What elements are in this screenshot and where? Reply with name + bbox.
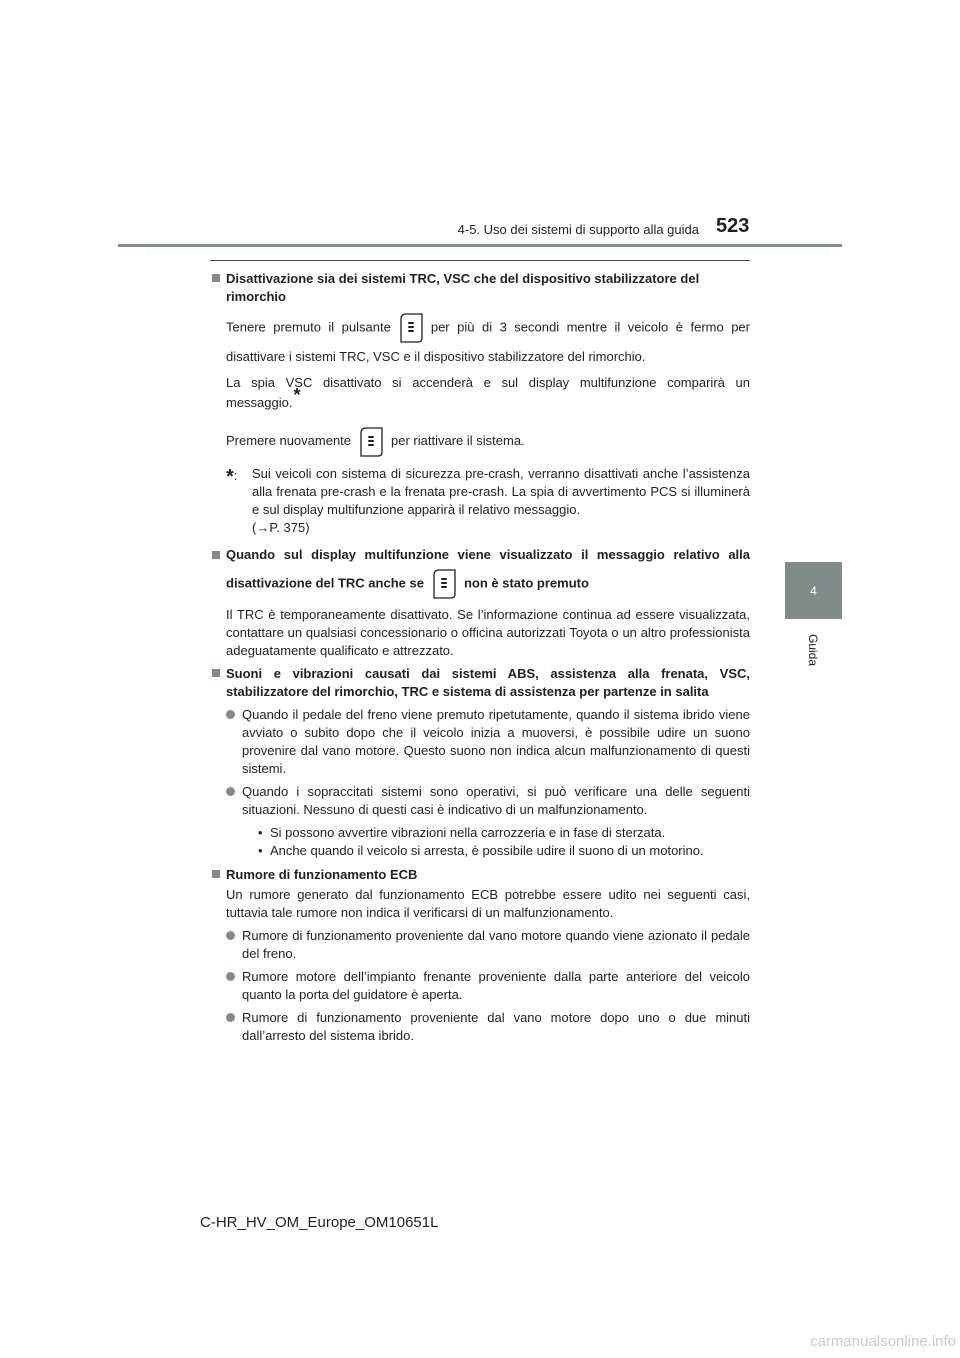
round-bullet-icon bbox=[226, 787, 235, 796]
footnote-text: Sui veicoli con sistema di sicurezza pre-crash, verranno disattivati anche l’assistenza alla frenata pre-crash e la frenata pre-crash. La spia di avvertimento PCS si illuminerà e sul display multifunzione apparirà il relativo messaggio. bbox=[252, 466, 750, 517]
paragraph: Un rumore generato dal funzionamento ECB potrebbe essere udito nei seguenti casi, tuttavia tale rumore non indica il verificarsi di un malfunzionamento. bbox=[226, 887, 750, 920]
chapter-tab[interactable] bbox=[785, 562, 842, 619]
round-bullet-icon bbox=[226, 931, 235, 940]
section-heading: Quando sul display multifunzione viene visualizzato il messaggio relativo alla disattivazione del TRC anche se non è stato premuto bbox=[210, 543, 750, 601]
section-heading-text: Rumore di funzionamento ECB bbox=[226, 867, 418, 882]
sub-list-item: • Anche quando il veicolo si arresta, è possibile udire il suono di un motorino. bbox=[258, 843, 704, 858]
square-bullet-icon bbox=[212, 669, 220, 677]
list-item: Rumore di funzionamento proveniente dal vano motore dopo uno o due minuti dall’arresto del sistema ibrido. bbox=[226, 1009, 750, 1045]
footnote-marker: * bbox=[293, 385, 301, 405]
vsc-off-button-icon bbox=[357, 425, 385, 459]
sub-list bbox=[258, 824, 750, 860]
chapter-label-text: Guida bbox=[806, 633, 821, 667]
page-content bbox=[210, 270, 750, 1050]
sub-list-item: • Si possono avvertire vibrazioni nella carrozzeria e in fase di sterzata. bbox=[258, 825, 666, 840]
paragraph: Il TRC è temporaneamente disattivato. Se l’informazione continua ad essere visualizzata, contattare un qualsiasi concessionario o officina autorizzati Toyota o un altro professionista adeguatamente qualificato e attrezzato. bbox=[226, 607, 750, 658]
list-item: Quando il pedale del freno viene premuto ripetutamente, quando il sistema ibrido viene avviato o subito dopo che il veicolo inizia a muoversi, è possibile udire un suono provenire dal vano motore. Questo suono non indica alcun malfunzionamento di questi sistemi. bbox=[226, 706, 750, 778]
square-bullet-icon bbox=[212, 274, 220, 282]
round-bullet-icon bbox=[226, 1013, 235, 1022]
section-heading bbox=[210, 866, 750, 884]
chapter-label bbox=[785, 620, 842, 680]
round-bullet-icon bbox=[226, 710, 235, 719]
list-item: Quando i sopraccitati sistemi sono operativi, si può verificare una delle seguenti situazioni. Nessuno di questi casi è indicativo di un malfunzionamento. bbox=[226, 783, 750, 819]
vsc-off-button-icon bbox=[430, 567, 458, 601]
page-reference-link[interactable]: (→P. 375) bbox=[252, 520, 310, 535]
page-number: 523 bbox=[716, 215, 750, 237]
section-heading-text: Suoni e vibrazioni causati dai sistemi ABS, assistenza alla frenata, VSC, stabilizzatore del rimorchio, TRC e sistema di assistenza per partenze in salita bbox=[226, 666, 750, 699]
list-item: Rumore motore dell’impianto frenante proveniente dalla parte anteriore del veicolo quanto la porta del guidatore è aperta. bbox=[226, 968, 750, 1004]
section-heading-text: Disattivazione sia dei sistemi TRC, VSC che del dispositivo stabilizzatore del rimorchio bbox=[226, 271, 700, 304]
paragraph: Tenere premuto il pulsante per più di 3 secondi mentre il veicolo è fermo per disattivare i sistemi TRC, VSC e il dispositivo stabilizzatore del rimorchio. bbox=[226, 311, 750, 369]
square-bullet-icon bbox=[212, 870, 220, 878]
header-title: 4-5. Uso dei sistemi di supporto alla guida bbox=[457, 222, 699, 237]
list-item: Rumore di funzionamento proveniente dal vano motore quando viene azionato il pedale del freno. bbox=[226, 927, 750, 963]
content-top-rule bbox=[210, 260, 750, 261]
chapter-number: 4 bbox=[810, 583, 817, 598]
paragraph: Premere nuovamente per riattivare il sistema. bbox=[226, 417, 750, 465]
document-id: C-HR_HV_OM_Europe_OM10651L bbox=[200, 1214, 439, 1231]
section-heading bbox=[210, 665, 750, 701]
footnote: *: Sui veicoli con sistema di sicurezza pre-crash, verranno disattivati anche l’assistenza alla frenata pre-crash e la frenata pre-crash. La spia di avvertimento PCS si illuminerà e sul display multifunzione apparirà il relativo messaggio. (→P. 375) bbox=[226, 466, 750, 535]
vsc-off-button-icon bbox=[397, 311, 425, 345]
square-bullet-icon bbox=[212, 551, 220, 559]
round-bullet-icon bbox=[226, 972, 235, 981]
section-heading-text: Quando sul display multifunzione viene visualizzato il messaggio relativo alla disattivazione del TRC anche se bbox=[226, 547, 750, 591]
section-heading bbox=[210, 270, 750, 306]
header-rule bbox=[118, 244, 842, 247]
paragraph: La spia VSC disattivato si accenderà e sul display multifunzione comparirà un messaggio.* bbox=[226, 375, 750, 410]
watermark: carmanualsonline.info bbox=[810, 1333, 956, 1350]
